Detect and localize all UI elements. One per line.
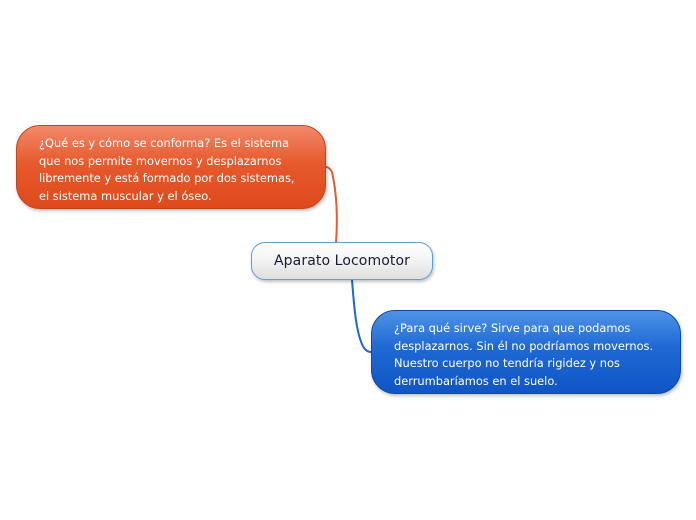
- subtopic-what-is-it-text: ¿Qué es y cómo se conforma? Es el sistema que nos permite movernos y desplazarnos libremente y está formado por dos sistemas, el sistema muscular y el óseo.: [39, 136, 295, 203]
- subtopic-what-for-text: ¿Para qué sirve? Sirve para que podamos desplazarnos. Sin él no podríamos movernos. Nuestro cuerpo no tendría rigidez y nos derrumbaríamos en el suelo.: [394, 321, 654, 388]
- central-topic-label: Aparato Locomotor: [274, 253, 410, 269]
- central-topic[interactable]: [251, 242, 433, 280]
- connector-blue: [352, 280, 371, 352]
- subtopic-what-is-it[interactable]: [16, 125, 326, 209]
- connector-orange: [326, 167, 337, 243]
- subtopic-what-for[interactable]: [371, 310, 681, 394]
